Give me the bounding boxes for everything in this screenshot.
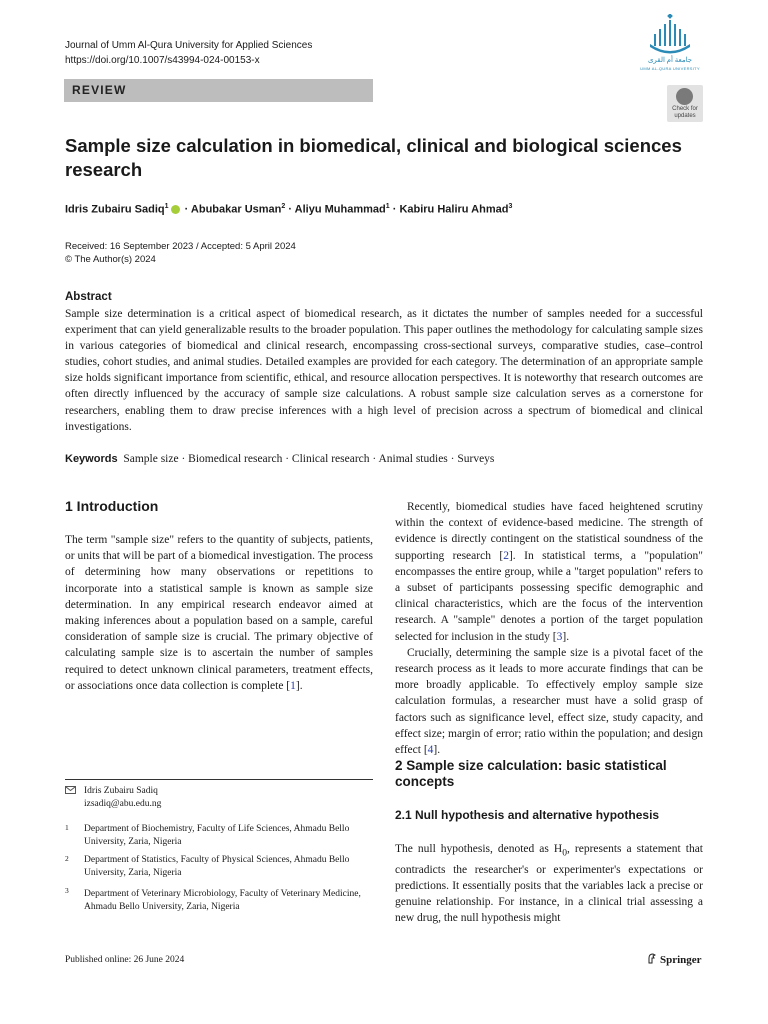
university-logo (632, 14, 708, 76)
section-heading-introduction: 1 Introduction (65, 498, 159, 514)
paragraph: Crucially, determining the sample size is a pivotal facet of the research process as it leads to more accurate findings that can be more broadly applicable. To effectively employ sample size calculation formulas, a researcher must have a solid grasp of factors such as significance level, effect size, study capacity, and effect size; margin of error; ratio within the population; and design effect [4]. (395, 646, 703, 757)
article-title: Sample size calculation in biomedical, clinical and biological sciences research (65, 135, 682, 180)
author-name[interactable]: Aliyu Muhammad (294, 203, 386, 216)
check-for-updates-icon (676, 88, 693, 105)
subsection-heading-hypothesis: 2.1 Null hypothesis and alternative hypothesis (395, 808, 660, 822)
citation-link[interactable]: 1 (290, 679, 296, 692)
affiliation-number: 1 (65, 823, 69, 832)
publisher-logo: Springer (647, 953, 702, 966)
author-name[interactable]: Abubakar Usman (190, 203, 282, 216)
section-heading-sample-size: 2 Sample size calculation: basic statistical concepts (395, 758, 667, 789)
orcid-icon[interactable] (171, 205, 180, 214)
section-label-bar (64, 79, 373, 102)
paragraph: The term "sample size" refers to the quantity of subjects, patients, or units that will be part of a biomedical investigation. The process of determining how many observations or repetitions to incorporate into a statistical sample is known as sample size determination. In any empirical research endeavor aimed at making inferences about a population based on a sample, careful consideration of sample size is crucial. The primary objective of calculating sample size is to ascertain the number of samples required to detect unknown clinical parameters, treatment effects, or associations once data collection is complete [1]. (65, 534, 373, 692)
author-list: Idris Zubairu Sadiq$^1$ · Abubakar Usman$^2$ · Aliyu Muhammad$^1$ · Kabiru Haliru Ahmad$^3$ (65, 203, 513, 216)
paragraph: The null hypothesis, denoted as $H_0$, represents a statement that contradicts the researcher's or experimenter's expectations or predictions. It essentially posits that the variables lack a precise or genuine relationship. For instance, in a clinical trial assessing a new drug, the null hypothesis might (395, 843, 703, 925)
author-name[interactable]: Idris Zubairu Sadiq (65, 203, 165, 216)
section2-body (395, 841, 703, 926)
affiliation-number: 3 (65, 886, 69, 895)
published-date: Published online: 26 June 2024 (65, 955, 185, 965)
envelope-icon (65, 786, 76, 794)
check-updates-text: Check for updates (672, 106, 698, 119)
keywords-label: Keywords (65, 453, 118, 465)
logo-arabic-text: جامعة أم القرى (647, 56, 693, 64)
section-label: REVIEW (72, 83, 127, 97)
affiliation: Department of Biochemistry, Faculty of Life Sciences, Ahmadu Bello University, Zaria, Nigeria (84, 824, 350, 847)
paragraph: Recently, biomedical studies have faced heightened scrutiny within the context of evidence-based medicine. The strength of evidence is directly contingent on the statistical soundness of the supporting research [2]. In statistical terms, a "population" encompasses the entire group, while a "target population" refers to a subset of participants possessing specific demographic and clinical characteristics, which are the focus of the intervention research. A "sample" denotes a portion of the target population selected for inclusion in the study [3]. (395, 501, 704, 643)
citation-link[interactable]: 2 (503, 549, 509, 562)
copyright: © The Author(s) 2024 (65, 254, 156, 265)
keywords-list: Sample size · Biomedical research · Clinical research · Animal studies · Surveys (123, 453, 495, 465)
received-dates: Received: 16 September 2023 / Accepted: 5 April 2024 (65, 241, 296, 252)
author-name[interactable]: Kabiru Haliru Ahmad (399, 203, 509, 216)
footnote-divider (65, 779, 373, 780)
corresponding-author-email[interactable]: izsadiq@abu.edu.ng (84, 799, 162, 809)
abstract-body: Sample size determination is a critical aspect of biomedical research, as it dictates the number of samples needed for a successful experiment that can yield generalizable results to the broader population. This paper outlines the methodology for calculating sample sizes in various categories of biomedical and clinical research, encompassing cross-sectional surveys, comparative studies, case–control studies, cohort studies, and animal studies. Detailed examples are provided for each category. The determination of an appropriate sample size holds significant importance from scientific, ethical, and resource allocation perspectives. It is noteworthy that research outcomes are often directly influenced by the accuracy of sample size calculations. A robust sample size calculation serves as a cornerstone for researchers, enabling them to draw precise inferences with a high level of precision across a spectrum of biomedical and clinical investigations. (65, 308, 703, 433)
citation-link[interactable]: 4 (427, 744, 434, 757)
citation-link[interactable]: 3 (556, 630, 563, 643)
abstract-heading: Abstract (65, 291, 112, 303)
doi-link[interactable]: https://doi.org/10.1007/s43994-024-00153-x (65, 55, 260, 66)
intro-column-left (65, 532, 373, 694)
affiliation: Department of Statistics, Faculty of Physical Sciences, Ahmadu Bello University, Zaria, Nigeria (84, 855, 350, 878)
keywords (65, 453, 705, 465)
corresponding-author-name: Idris Zubairu Sadiq (84, 786, 158, 796)
springer-horse-icon (647, 953, 656, 964)
journal-name: Journal of Umm Al-Qura University for Applied Sciences (65, 40, 313, 51)
university-logo-icon (632, 14, 708, 56)
check-for-updates-badge[interactable] (667, 85, 703, 122)
intro-column-right (395, 499, 703, 758)
affiliation-number: 2 (65, 854, 69, 863)
affiliation: Department of Veterinary Microbiology, Faculty of Veterinary Medicine, Ahmadu Bello University, Zaria, Nigeria (84, 889, 361, 912)
logo-english-text: UMM AL-QURA UNIVERSITY (640, 66, 700, 71)
